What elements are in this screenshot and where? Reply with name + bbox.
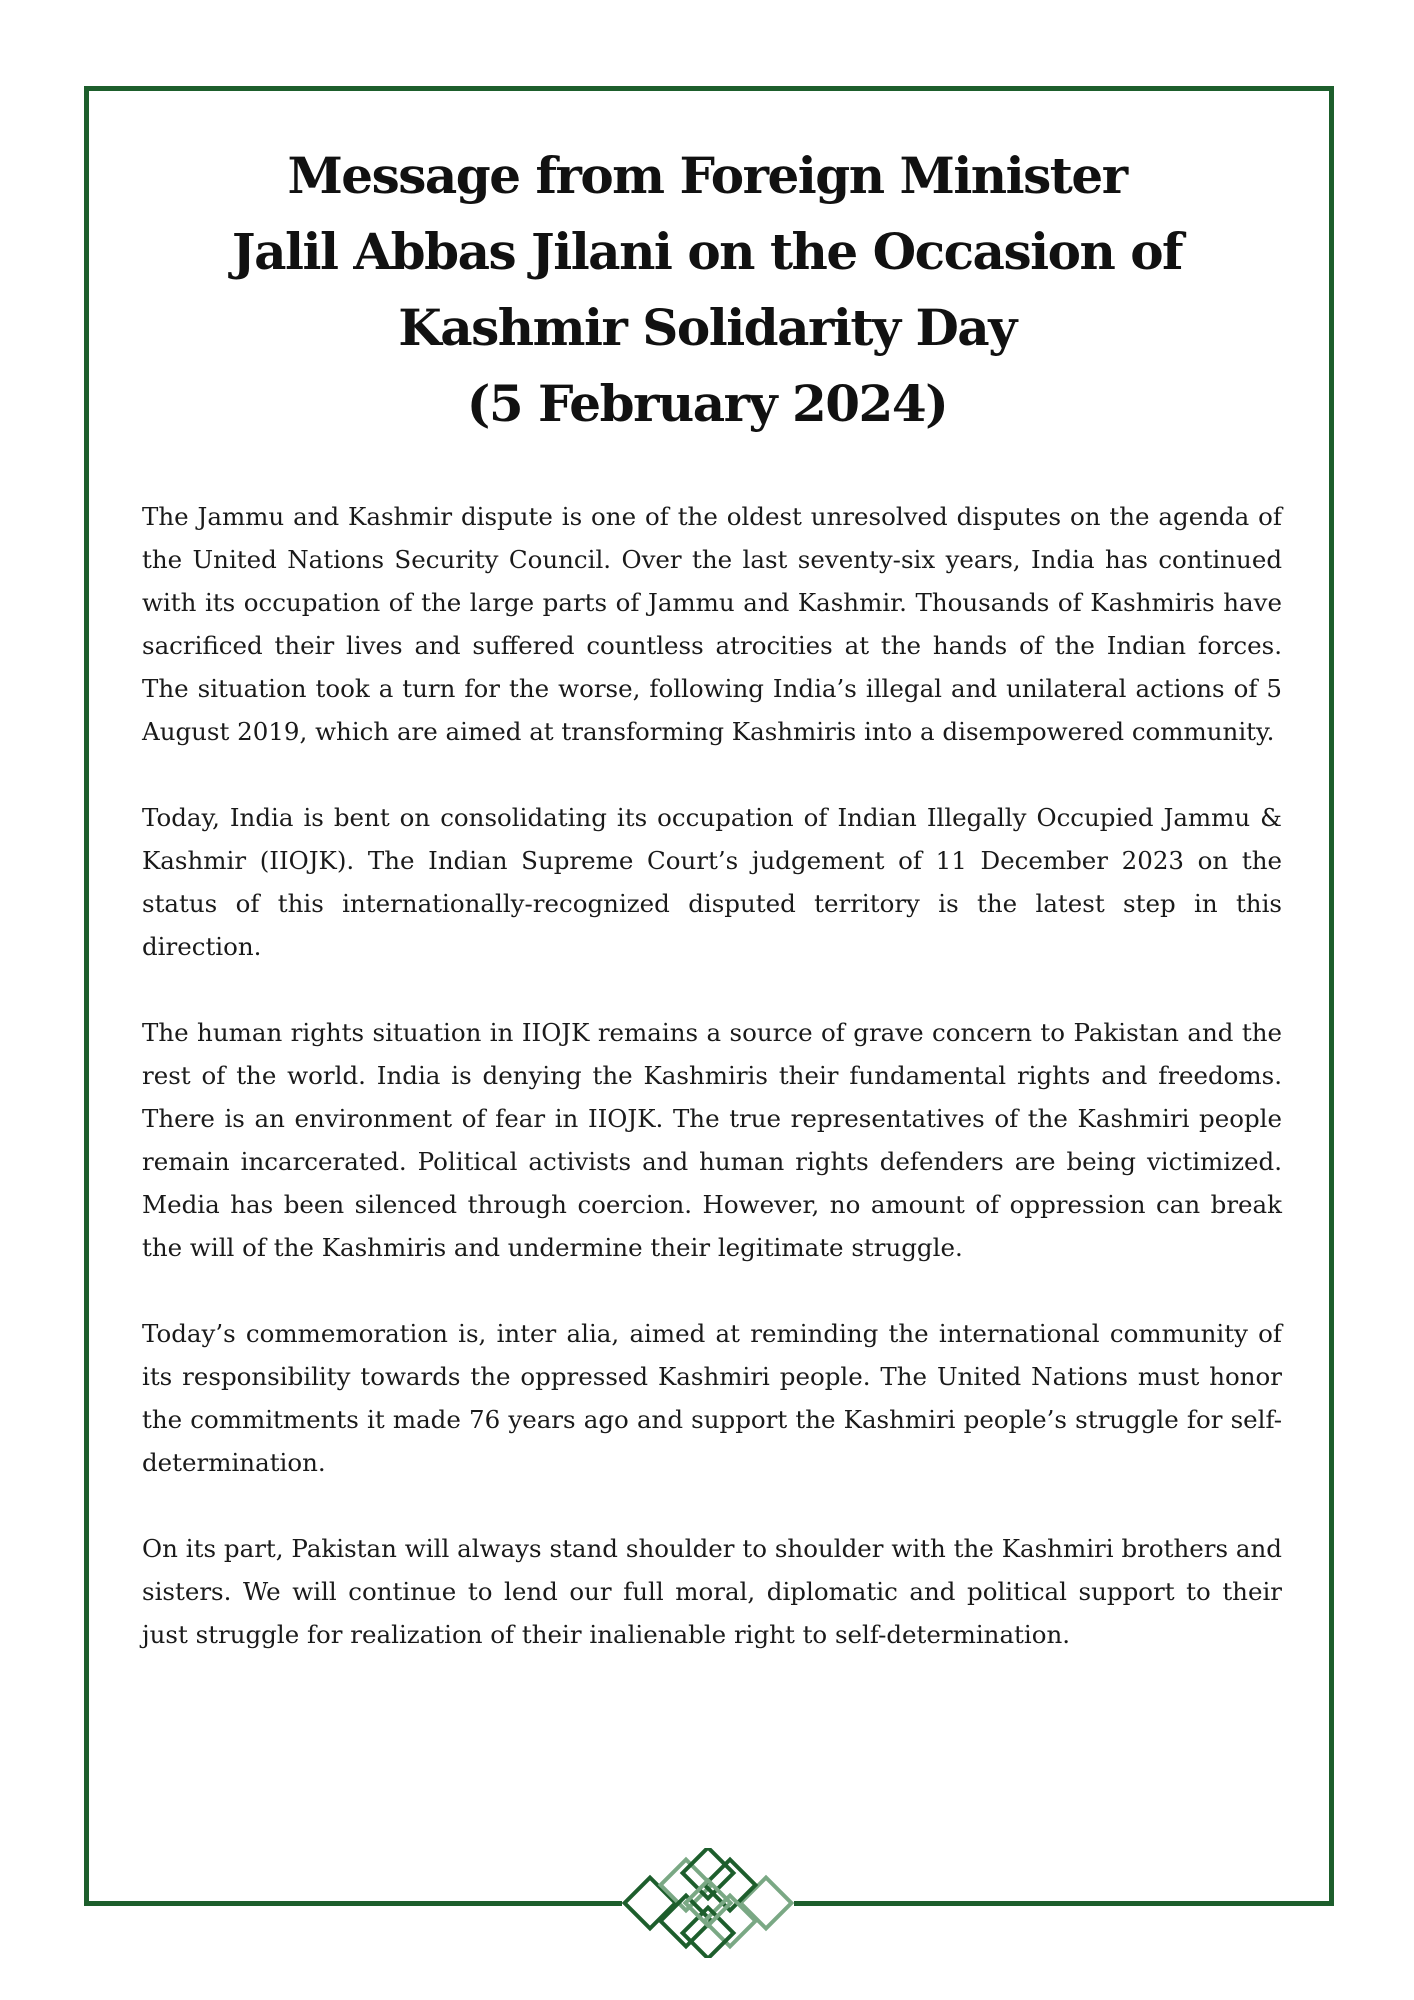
paragraph-1: The Jammu and Kashmir dispute is one of the oldest unresolved disputes on the agenda of the United Nations Security Council. Over the last seventy-six years, India has continued with its occupation of the large parts of Jammu and Kashmir. Thousands of Kashmiris have sacrificed their lives and suffered countless atrocities at the hands of the Indian forces. The situation took a turn for the worse, following India’s illegal and unilateral actions of 5 August 2019, which are aimed at transforming Kashmiris into a disempowered community. — [142, 502, 1282, 746]
title-line-2: Jalil Abbas Jilani on the Occasion of — [231, 222, 1183, 281]
border-right — [1329, 86, 1334, 1906]
page-title — [100, 138, 1314, 442]
border-left — [84, 86, 89, 1906]
border-bottom-right — [794, 1901, 1334, 1906]
paragraph-3: The human rights situation in IIOJK remains a source of grave concern to Pakistan and the rest of the world. India is denying the Kashmiris their fundamental rights and freedoms. There is an environment of fear in IIOJK. The true representatives of the Kashmiri people remain incarcerated. Political activists and human rights defenders are being victimized. Media has been silenced through coercion. However, no amount of oppression can break the will of the Kashmiris and undermine their legitimate struggle. — [142, 1018, 1282, 1262]
paragraph-5: On its part, Pakistan will always stand shoulder to shoulder with the Kashmiri brothers and sisters. We will continue to lend our full moral, diplomatic and political support to their just struggle for realization of their inalienable right to self-determination. — [142, 1534, 1282, 1649]
border-top — [84, 86, 1334, 91]
border-bottom-left — [84, 1901, 622, 1906]
interlocking-diamonds-icon — [618, 1848, 798, 1958]
message-body — [142, 495, 1282, 1699]
paragraph-2: Today, India is bent on consolidating its occupation of Indian Illegally Occupied Jammu & Kashmir (IIOJK). The Indian Supreme Court’s judgement of 11 December 2023 on the status of this internationally-recognized disputed territory is the latest step in this direction. — [142, 803, 1282, 961]
title-line-1: Message from Foreign Minister — [287, 146, 1127, 205]
title-line-3: Kashmir Solidarity Day — [398, 298, 1016, 357]
title-line-4: (5 February 2024) — [466, 374, 948, 433]
paragraph-4: Today’s commemoration is, inter alia, aimed at reminding the international community of its responsibility towards the oppressed Kashmiri people. The United Nations must honor the commitments it made 76 years ago and support the Kashmiri people’s struggle for self-determination. — [142, 1319, 1282, 1477]
